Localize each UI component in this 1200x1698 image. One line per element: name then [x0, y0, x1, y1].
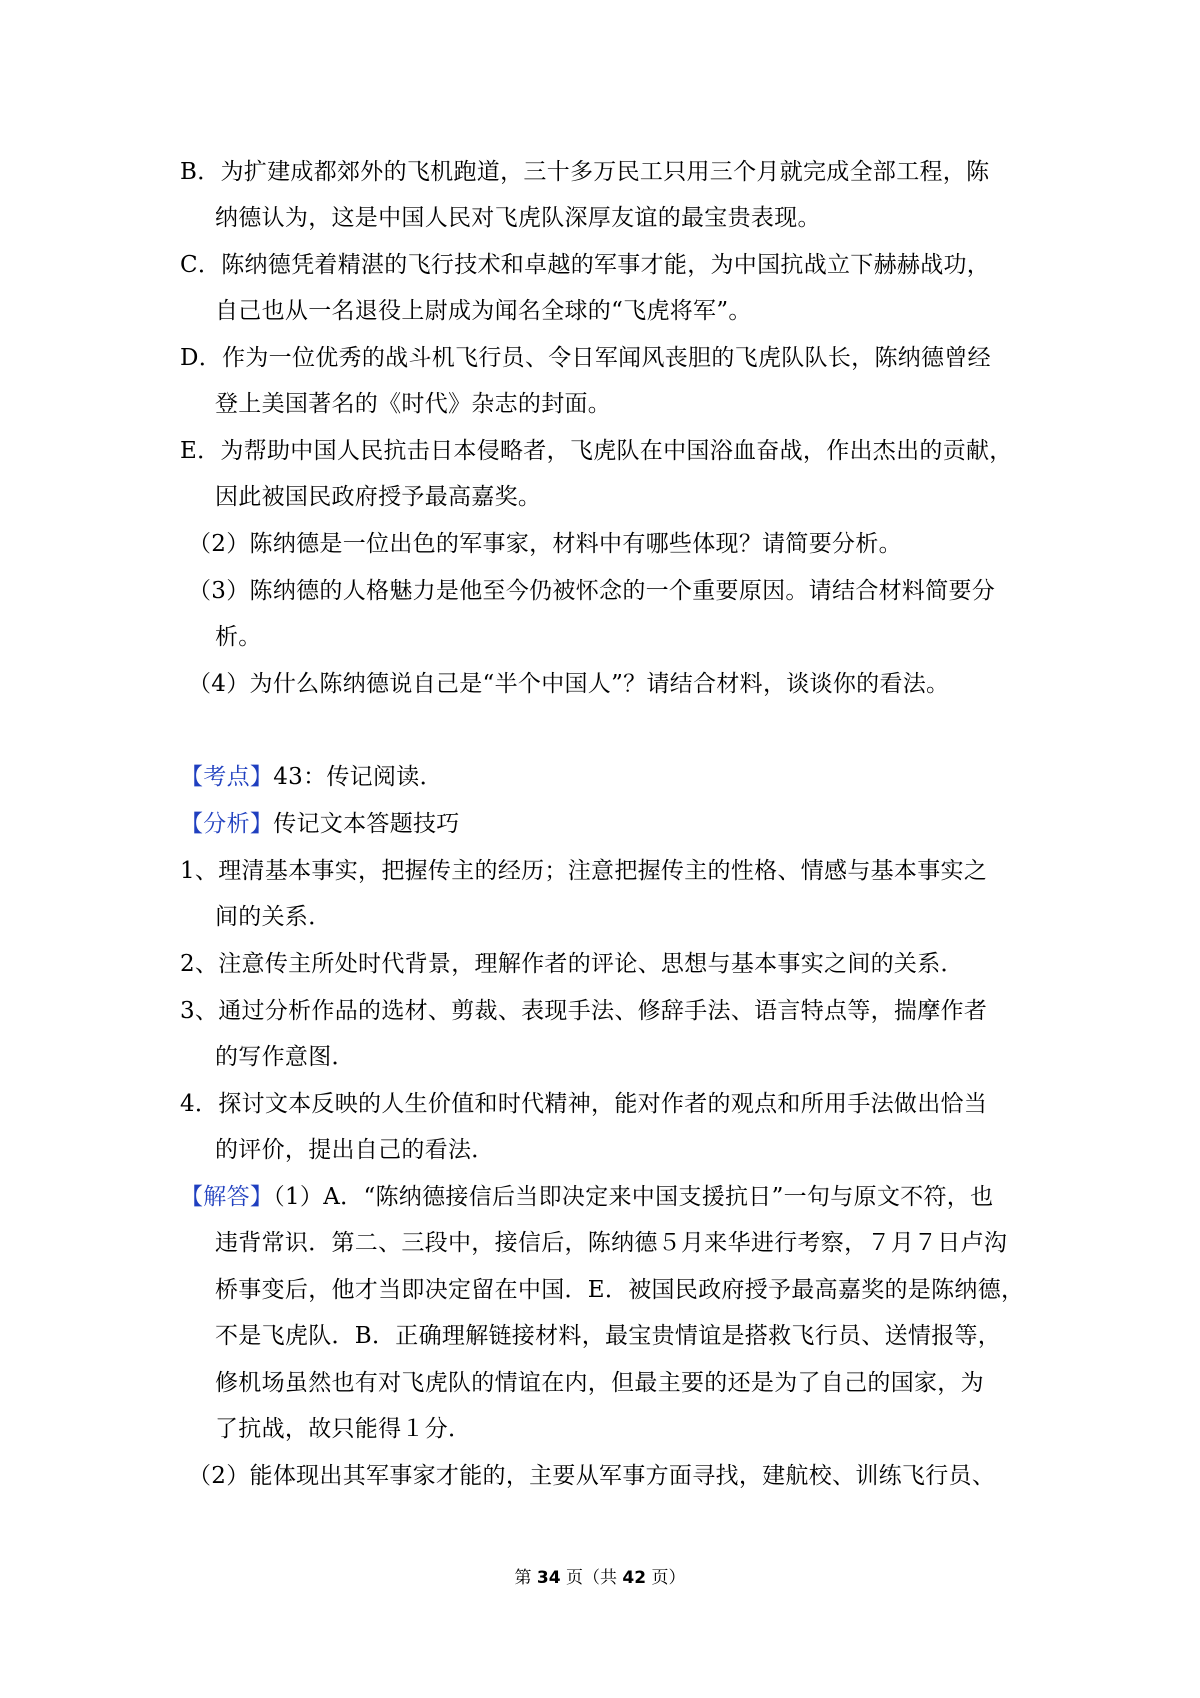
jieda-line7: （2）能体现出其军事家才能的，主要从军事方面寻找，建航校、训练飞行员、: [188, 1463, 996, 1489]
question-4: （4）为什么陈纳德说自己是“半个中国人”？请结合材料，谈谈你的看法。: [188, 671, 950, 697]
option-b-line2: 纳德认为，这是中国人民对飞虎队深厚友谊的最宝贵表现。: [215, 205, 821, 231]
question-3-line1: （3）陈纳德的人格魅力是他至今仍被怀念的一个重要原因。请结合材料简要分: [188, 578, 996, 604]
fenxi-point-3-line1: 3、通过分析作品的选材、剪裁、表现手法、修辞手法、语言特点等，揣摩作者: [180, 998, 988, 1024]
jieda-line5: 修机场虽然也有对飞虎队的情谊在内，但最主要的还是为了自己的国家，为: [215, 1370, 984, 1396]
fenxi-line: [180, 809, 460, 839]
fenxi-point-1-line1: 1、理清基本事实，把握传主的经历；注意把握传主的性格、情感与基本事实之: [180, 858, 988, 884]
question-3-line2: 析。: [215, 624, 262, 650]
fenxi-point-2: 2、注意传主所处时代背景，理解作者的评论、思想与基本事实之间的关系．: [180, 951, 964, 977]
fenxi-point-3-line2: 的写作意图．: [215, 1044, 355, 1070]
jieda-tag: 【解答】: [180, 1184, 274, 1210]
jieda-line3: 桥事变后，他才当即决定留在中国．E．被国民政府授予最高嘉奖的是陈纳德，: [215, 1277, 1025, 1303]
footer-total-pages: 42: [622, 1568, 647, 1588]
footer-suffix: 页）: [651, 1568, 686, 1588]
fenxi-tag: 【分析】: [180, 811, 274, 837]
page-footer: [0, 1567, 1200, 1589]
fenxi-point-1-line2: 间的关系．: [215, 904, 332, 930]
option-c-line2: 自己也从一名退役上尉成为闻名全球的“飞虎将军”。: [215, 298, 752, 324]
question-2: （2）陈纳德是一位出色的军事家，材料中有哪些体现？请简要分析。: [188, 531, 902, 557]
option-b-line1: B．为扩建成都郊外的飞机跑道，三十多万民工只用三个月就完成全部工程，陈: [180, 159, 990, 185]
fenxi-point-4-line1: 4．探讨文本反映的人生价值和时代精神，能对作者的观点和所用手法做出恰当: [180, 1091, 988, 1117]
fenxi-point-4-line2: 的评价，提出自己的看法．: [215, 1137, 495, 1163]
option-d-line2: 登上美国著名的《时代》杂志的封面。: [215, 391, 612, 417]
jieda-line6: 了抗战，故只能得１分．: [215, 1416, 472, 1442]
jieda-line4: 不是飞虎队．B．正确理解链接材料，最宝贵情谊是搭救飞行员、送情报等，: [215, 1323, 1002, 1349]
footer-page-number: 34: [536, 1568, 561, 1588]
option-e-line1: E．为帮助中国人民抗击日本侵略者，飞虎队在中国浴血奋战，作出杰出的贡献，: [180, 438, 1013, 464]
option-d-line1: D．作为一位优秀的战斗机飞行员、令日军闻风丧胆的飞虎队队长，陈纳德曾经: [180, 345, 991, 371]
footer-middle: 页（共: [566, 1568, 617, 1588]
jieda-line1: [180, 1182, 993, 1212]
jieda-text-1: （1）A．“陈纳德接信后当即决定来中国支援抗日”一句与原文不符，也: [273, 1184, 994, 1210]
option-e-line2: 因此被国民政府授予最高嘉奖。: [215, 484, 542, 510]
jieda-line2: 违背常识．第二、三段中，接信后，陈纳德５月来华进行考察，７月７日卢沟: [215, 1230, 1008, 1256]
fenxi-text: 传记文本答题技巧: [273, 811, 460, 837]
kaodian-line: [180, 762, 443, 792]
option-c-line1: C．陈纳德凭着精湛的飞行技术和卓越的军事才能，为中国抗战立下赫赫战功，: [180, 252, 991, 278]
kaodian-tag: 【考点】: [180, 764, 274, 790]
kaodian-text: 43：传记阅读．: [273, 764, 443, 790]
footer-prefix: 第: [514, 1568, 532, 1588]
